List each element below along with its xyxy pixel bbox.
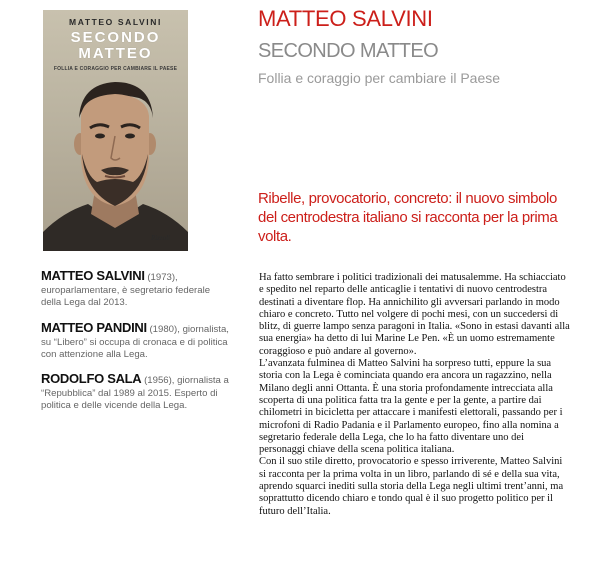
cover-publisher: Rizzoli: [150, 234, 170, 242]
author-bio: [41, 322, 231, 362]
author-description: giornalista a: [177, 375, 229, 386]
author-description: su “Libero” si occupa di cronaca e di politica con attenzione alla Lega.: [41, 336, 228, 360]
author-bio: [41, 270, 231, 310]
author-name: MATTEO SALVINI: [41, 268, 145, 283]
book-author: MATTEO SALVINI: [258, 6, 433, 31]
cover-author: MATTEO SALVINI: [69, 17, 162, 27]
author-bio: [41, 373, 231, 413]
author-description: europarlamentare, è segretario federale della Lega dal 2013.: [41, 284, 211, 308]
description-paragraph: Con il suo stile diretto, provocatorio e spesso irriverente, Matteo Salvini si racconta per la prima volta in un libro, parlando di sé e della sua vita, aprendo squarci inediti sulla storia della Lega negli ultimi trent’anni, ma soprattutto dicendo chiaro e tondo qual è il suo progetto politico per il futuro dell’Italia.: [259, 456, 564, 517]
cover-title: [43, 30, 188, 62]
book-subtitle: Follia e coraggio per cambiare il Paese: [258, 70, 501, 86]
cover-portrait: [43, 72, 188, 251]
author-year: (1956),: [144, 375, 175, 386]
description-paragraph: Ha fatto sembrare i politici tradizionali dei matusalemme. Ha schiacciato e spedito nel reparto delle anticaglie i tentativi di nuovo centrodestra destinati a diventare flop. Ha annichilito gli avversari parlando in modo chiaro e concreto. Tutto nel volgere di pochi mesi, con un succedersi di blitz, di guerre lampo senza paragoni in Italia. «Sono in estasi davanti alla sua energia» ha detto di lui Marine Le Pen. «È un uomo estremamente coraggioso e può andare al governo».: [259, 272, 570, 357]
cover-title-line1: SECONDO: [70, 29, 161, 46]
author-description: “Repubblica” dal 1989 al 2015. Esperto di politica e delle vicende della Lega.: [41, 387, 218, 411]
author-name: MATTEO PANDINI: [41, 320, 147, 335]
book-description: [259, 272, 571, 518]
author-description: giornalista,: [182, 324, 229, 335]
book-tagline: Ribelle, provocatorio, concreto: il nuovo simbolo del centrodestra italiano si racconta per la prima volta.: [258, 190, 558, 245]
author-year: (1973),: [147, 272, 178, 283]
cover-title-line2: MATTEO: [78, 45, 153, 62]
author-year: (1980),: [149, 324, 180, 335]
book-cover: [43, 10, 188, 251]
cover-subtitle: FOLLIA E CORAGGIO PER CAMBIARE IL PAESE: [53, 66, 178, 72]
description-paragraph: L’avanzata fulminea di Matteo Salvini ha sorpreso tutti, eppure la sua storia con la Lega è cominciata quando era ancora un ragazzino, nella Milano degli anni Ottanta. È una storia profondamente intrecciata alla scoperta di una politica fatta tra la gente e per la gente, a partire dai chilometri in bicicletta per attaccare i manifesti elettorali, passando per i microfoni di Radio Padania e il Parlamento europeo, fino alla nomina a segretario federale della Lega, che lo ha fatto diventare uno dei personaggi chiave della scena politica italiana.: [259, 358, 563, 456]
book-title: SECONDO MATTEO: [258, 40, 439, 62]
author-name: RODOLFO SALA: [41, 371, 142, 386]
